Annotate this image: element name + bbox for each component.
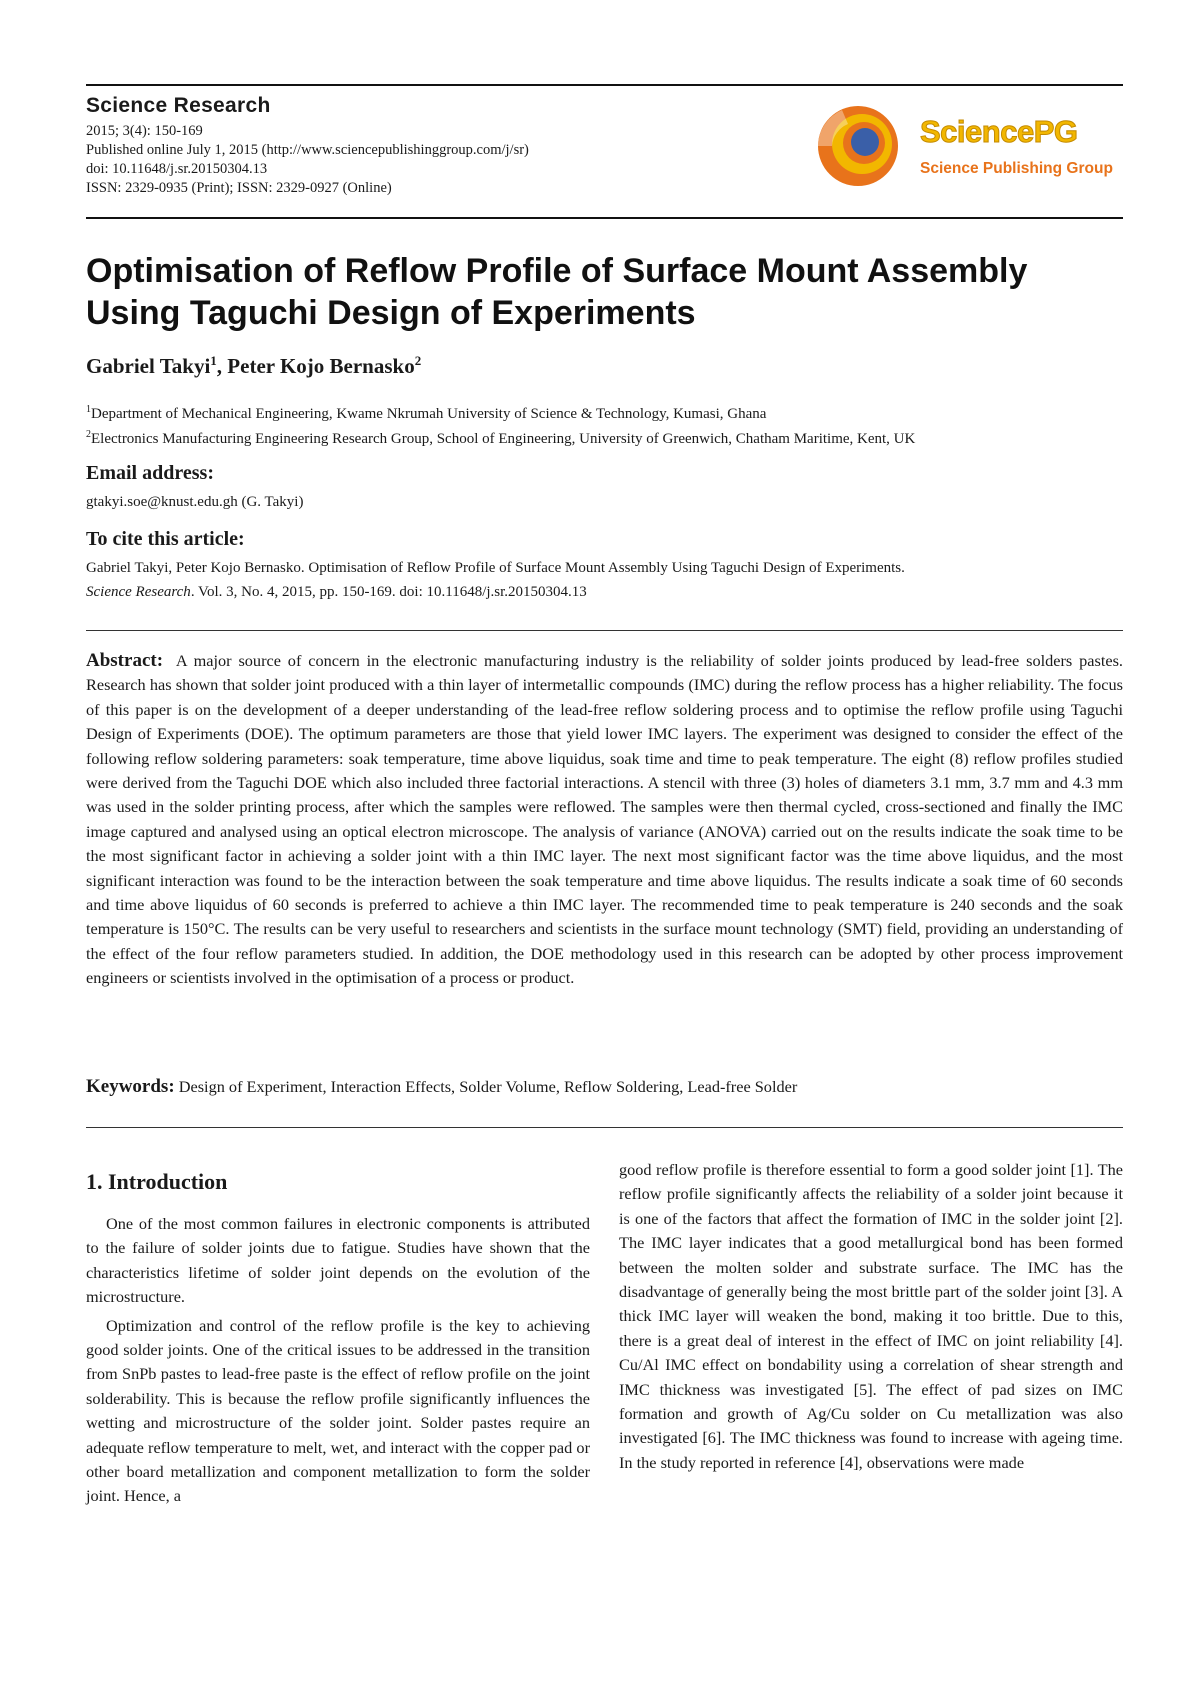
email-heading: Email address: (86, 462, 214, 484)
intro-heading: 1. Introduction (86, 1169, 228, 1194)
journal-doi: doi: 10.11648/j.sr.20150304.13 (86, 161, 268, 177)
author-list (86, 353, 421, 379)
keywords-text: Design of Experiment, Interaction Effects, Solder Volume, Reflow Soldering, Lead-free Solder (178, 1077, 798, 1096)
abstract (86, 649, 1123, 991)
sciencepg-logo (812, 100, 1122, 190)
body-column-left (86, 1158, 590, 1509)
affiliation-sup: 1 (86, 404, 91, 415)
author-affil-sup: 1 (210, 353, 217, 368)
journal-header (86, 94, 786, 198)
logo-subtitle: Science Publishing Group (920, 160, 1113, 177)
body-column-right (619, 1158, 1123, 1475)
citation-line-1: Gabriel Takyi, Peter Kojo Bernasko. Optimisation of Reflow Profile of Surface Mount Assembly Using Taguchi Design of Experiments. (86, 560, 905, 576)
author-affil-sup: 2 (414, 353, 422, 368)
journal-issn: ISSN: 2329-0935 (Print); ISSN: 2329-0927 (Online) (86, 180, 392, 196)
keywords (86, 1076, 1123, 1098)
author-separator: , (216, 354, 228, 378)
journal-published[interactable]: Published online July 1, 2015 (http://www.sciencepublishinggroup.com/j/sr) (86, 142, 529, 158)
affiliation-2 (86, 425, 915, 449)
affiliation-sup: 2 (86, 429, 91, 440)
logo-name: SciencePG (920, 114, 1078, 149)
citation-details: . Vol. 3, No. 4, 2015, pp. 150-169. doi: 10.11648/j.sr.20150304.13 (190, 584, 587, 600)
affiliation-text: Electronics Manufacturing Engineering Research Group, School of Engineering, University of Greenwich, Chatham Maritime, Kent, UK (91, 431, 916, 447)
author-name: Peter Kojo Bernasko (227, 354, 415, 378)
author-name: Gabriel Takyi (86, 354, 211, 378)
keywords-label: Keywords: (86, 1076, 175, 1097)
intro-paragraph-2: Optimization and control of the reflow profile is the key to achieving good solder joints. One of the critical issues to be addressed in the transition from SnPb pastes to lead-free paste is the effect of reflow profile on the joint solderability. This is because the reflow profile significantly influences the wetting and microstructure of the solder joint. Solder pastes require an adequate reflow temperature to melt, wet, and interact with the copper pad or other board metallization and component metallization to form the solder joint. Hence, a (86, 1315, 590, 1506)
citation-line-2 (86, 580, 1126, 604)
intro-paragraph-1: One of the most common failures in electronic components is attributed to the failure of solder joints due to fatigue. Studies have shown that the characteristics lifetime of solder joint depends on the evolution of the microstructure. (86, 1214, 590, 1307)
journal-name: Science Research (86, 94, 271, 117)
paper-title: Optimisation of Reflow Profile of Surface Mount Assembly Using Taguchi Design of Experiments (86, 252, 1028, 332)
journal-volume: 2015; 3(4): 150-169 (86, 123, 203, 139)
email-value[interactable]: gtakyi.soe@knust.edu.gh (G. Takyi) (86, 494, 304, 510)
sciencepg-logo-mark-icon (812, 100, 912, 190)
citation-journal: Science Research (86, 584, 191, 600)
affiliation-text: Department of Mechanical Engineering, Kwame Nkrumah University of Science & Technology, Kumasi, Ghana (91, 406, 767, 422)
cite-heading: To cite this article: (86, 528, 245, 550)
top-rule (86, 84, 1123, 86)
header-rule (86, 217, 1123, 219)
abstract-text: A major source of concern in the electronic manufacturing industry is the reliability of solder joints produced by lead-free solders pastes. Research has shown that solder joint produced with a thin layer of intermetallic compounds (IMC) during the reflow process has a higher reliability. The focus of this paper is on the development of a deeper understanding of the lead-free reflow soldering process and to optimise the reflow profile using Taguchi Design of Experiments (DOE). The optimum parameters are those that yield lower IMC layers. The experiment was designed to consider the effect of the following reflow soldering parameters: soak temperature, time above liquidus, soak time and time to peak temperature. The eight (8) reflow profiles studied were derived from the Taguchi DOE which also included three factorial interactions. A stencil with three (3) holes of diameters 3.1 mm, 3.7 mm and 4.3 mm was used in the solder printing process, after which the samples were reflowed. The samples were then thermal cycled, cross-sectioned and finally the IMC image captured and analysed using an optical electron microscope. The analysis of variance (ANOVA) carried out on the results indicate the soak time to be the most significant factor in achieving a solder joint with a thin IMC layer. The next most significant factor was the time above liquidus, and the most significant interaction was found to be the interaction between the soak temperature and time above liquidus. The results indicate a soak time of 60 seconds and time above liquidus of 60 seconds is preferred to achieve a thin IMC layer. The recommended time to peak temperature is 240 seconds and the soak temperature is 150°C. The results can be very useful to researchers and scientists in the surface mount technology (SMT) field, providing an understanding of the effect of the four reflow parameters studied. In addition, the DOE methodology used in this research can be adopted by other process improvement engineers or scientists involved in the optimisation of a process or product. (86, 651, 1123, 988)
intro-paragraph-3: good reflow profile is therefore essential to form a good solder joint [1]. The reflow profile significantly affects the reliability of a solder joint because it is one of the factors that affect the formation of IMC in the solder joint [2]. The IMC layer indicates that a good metallurgical bond has been formed between the molten solder and substrate surface. The IMC has the disadvantage of generally being the most brittle part of the solder joint [3]. A thick IMC layer will weaken the bond, making it too brittle. Due to this, there is a great deal of interest in the effect of IMC on joint reliability [4]. Cu/Al IMC effect on bondability using a correlation of shear strength and IMC thickness was investigated [5]. The effect of pad sizes on IMC formation and growth of Ag/Cu solder on Cu metallization was also investigated [6]. The IMC thickness was found to increase with ageing time. In the study reported in reference [4], observations were made (619, 1160, 1123, 1472)
body-top-rule (86, 1127, 1123, 1128)
affiliation-1 (86, 400, 766, 424)
abstract-label: Abstract: (86, 650, 164, 671)
citation (86, 556, 1126, 604)
abstract-top-rule (86, 630, 1123, 631)
